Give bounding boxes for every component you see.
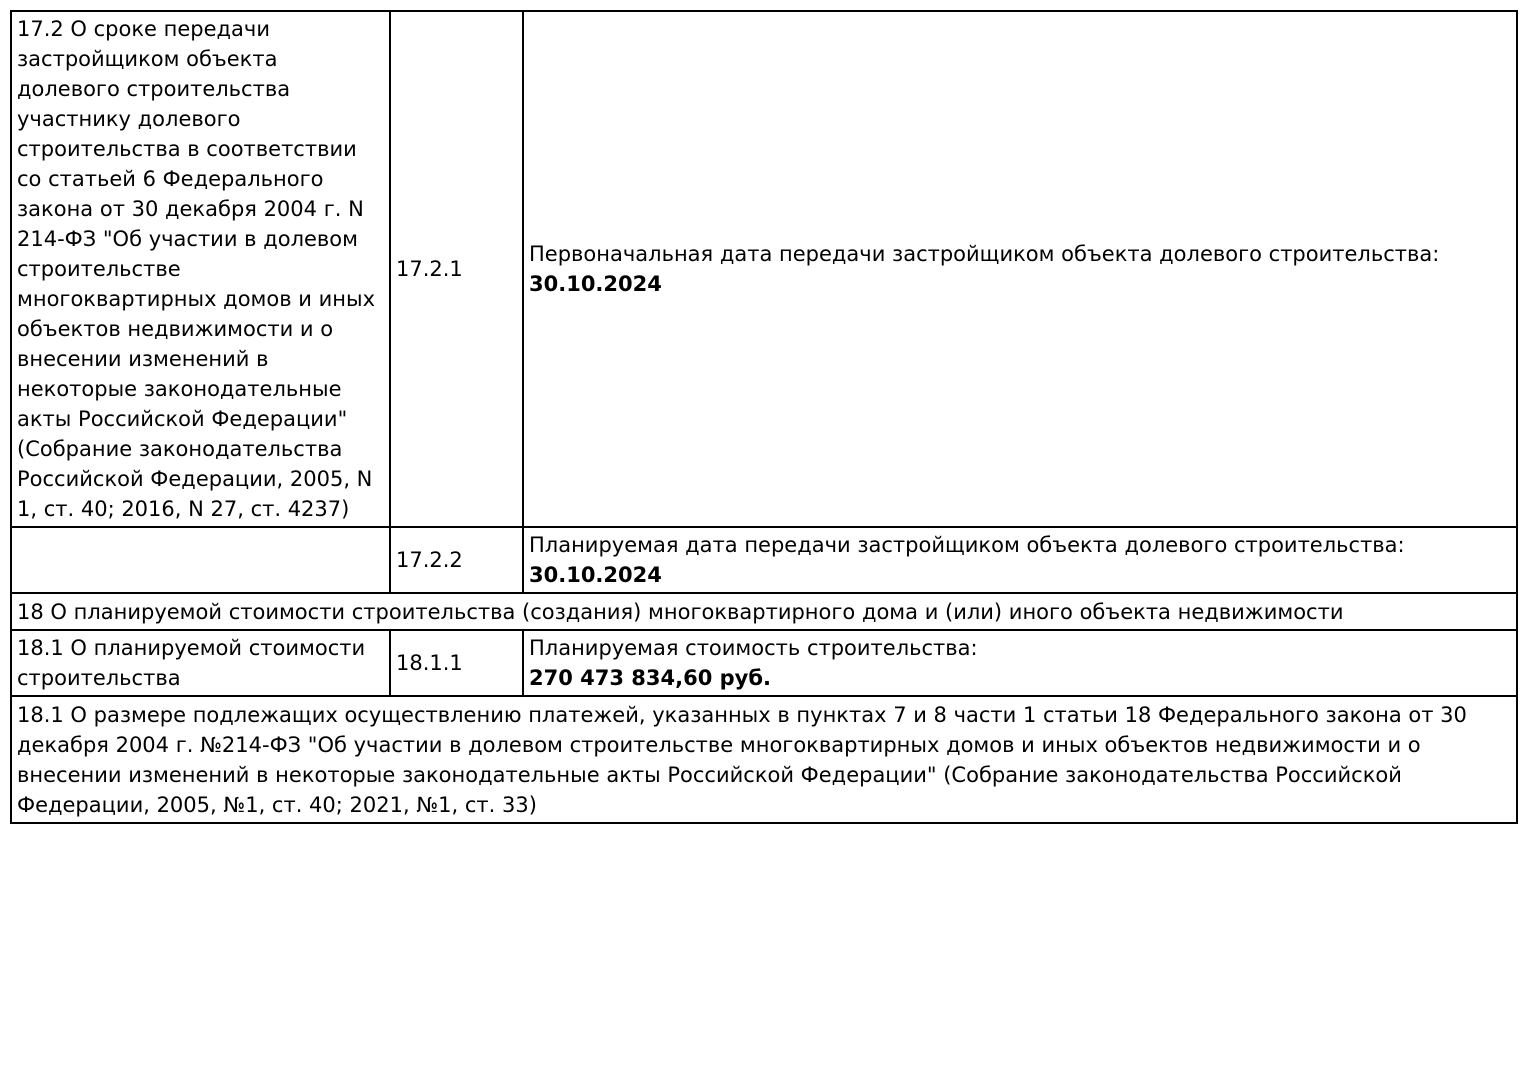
section-18-1-label: 18.1 О планируемой стоимости строительства — [11, 630, 390, 696]
field-label-initial-transfer-date: Первоначальная дата передачи застройщиком объекта долевого строительства: — [529, 242, 1440, 266]
field-label-planned-cost: Планируемая стоимость строительства: — [529, 636, 978, 660]
field-value-planned-cost: 270 473 834,60 руб. — [529, 666, 772, 690]
table-row-17-2 — [11, 11, 1517, 527]
item-number-18-1-1: 18.1.1 — [390, 630, 523, 696]
table-row-18-header — [11, 593, 1517, 630]
item-number-17-2-2: 17.2.2 — [390, 527, 523, 593]
field-cell-18-1-1 — [523, 630, 1517, 696]
project-declaration-table — [10, 10, 1518, 824]
field-value-initial-transfer-date: 30.10.2024 — [529, 272, 662, 296]
table-row-18-1-note — [11, 696, 1517, 823]
section-18-header: 18 О планируемой стоимости строительства (создания) многоквартирного дома и (или) иного объекта недвижимости — [11, 593, 1517, 630]
field-cell-17-2-2 — [523, 527, 1517, 593]
section-17-2-empty-cell — [11, 527, 390, 593]
field-value-planned-transfer-date: 30.10.2024 — [529, 563, 662, 587]
table-row-18-1 — [11, 630, 1517, 696]
section-17-2-label: 17.2 О сроке передачи застройщиком объекта долевого строительства участнику долевого строительства в соответствии со статьей 6 Федерального закона от 30 декабря 2004 г. N 214-ФЗ "Об участии в долевом строительстве многоквартирных домов и иных объектов недвижимости и о внесении изменений в некоторые законодательные акты Российской Федерации" (Собрание законодательства Российской Федерации, 2005, N 1, ст. 40; 2016, N 27, ст. 4237) — [11, 11, 390, 527]
section-18-1-payments-note: 18.1 О размере подлежащих осуществлению платежей, указанных в пунктах 7 и 8 части 1 статьи 18 Федерального закона от 30 декабря 2004 г. №214-ФЗ "Об участии в долевом строительстве многоквартирных домов и иных объектов недвижимости и о внесении изменений в некоторые законодательные акты Российской Федерации" (Собрание законодательства Российской Федерации, 2005, №1, ст. 40; 2021, №1, ст. 33) — [11, 696, 1517, 823]
item-number-17-2-1: 17.2.1 — [390, 11, 523, 527]
table-row-17-2-2 — [11, 527, 1517, 593]
field-label-planned-transfer-date: Планируемая дата передачи застройщиком объекта долевого строительства: — [529, 533, 1405, 557]
field-cell-17-2-1 — [523, 11, 1517, 527]
